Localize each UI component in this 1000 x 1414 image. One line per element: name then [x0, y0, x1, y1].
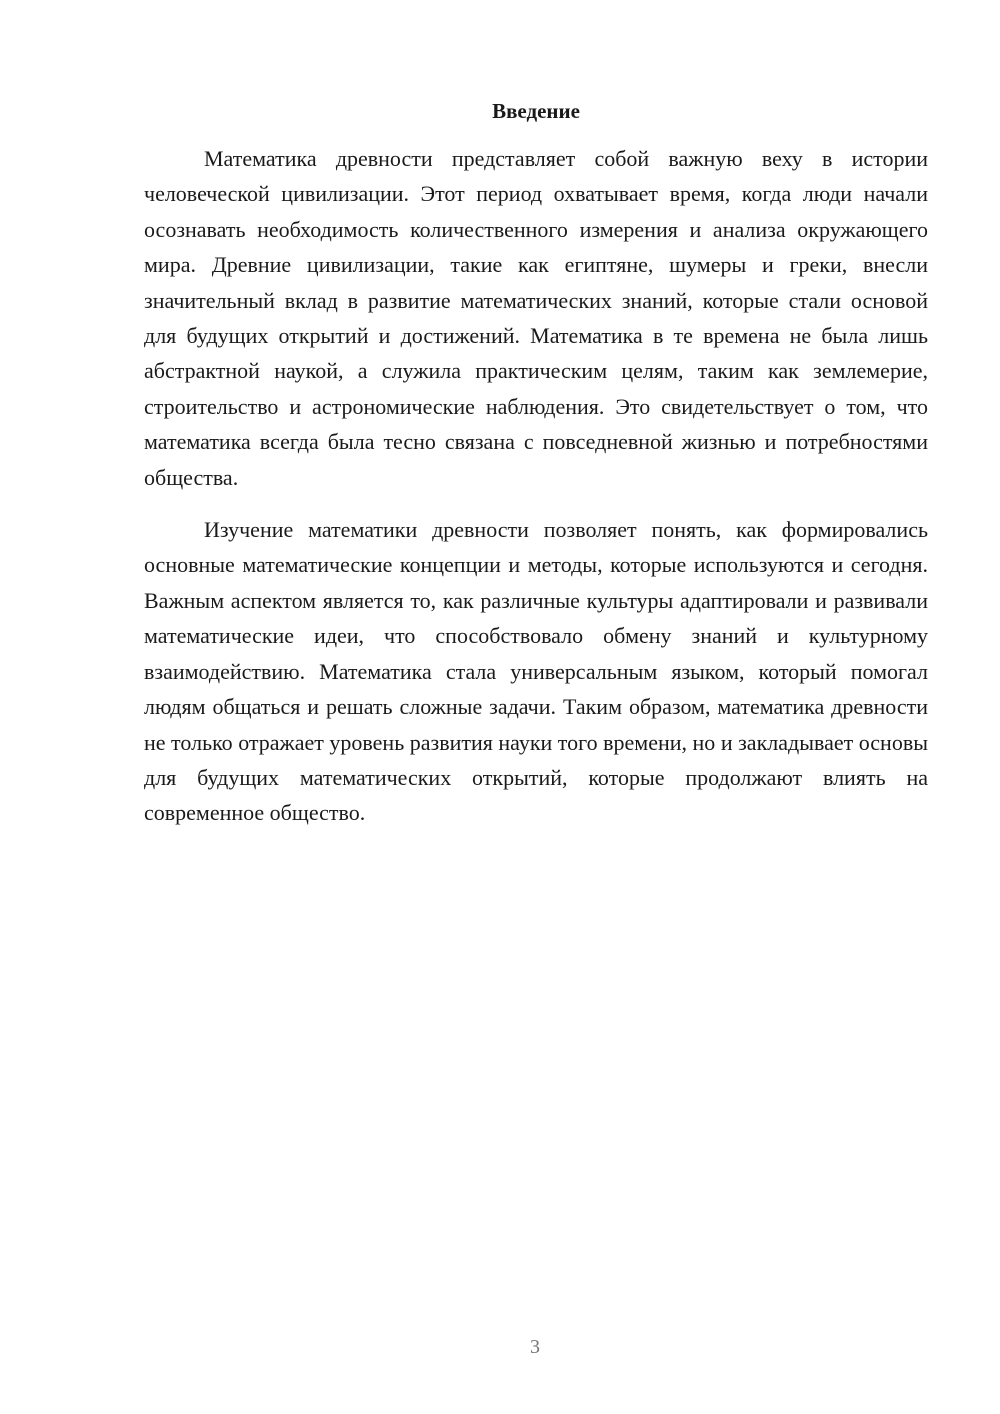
page-number: 3: [530, 1336, 540, 1358]
paragraph-2: Изучение математики древности позволяет понять, как формировались основные математические концепции и методы, которые используются и сегодня. Важным аспектом является то, как различные культуры адаптировали и развивали математические идеи, что способствовало обмену знаний и культурному взаимодействию. Математика стала универсальным языком, который помогал людям общаться и решать сложные задачи. Таким образом, математика древности не только отражает уровень развития науки того времени, но и закладывает основы для будущих математических открытий, которые продолжают влиять на современное общество.: [144, 517, 928, 826]
section-heading: Введение: [492, 99, 580, 123]
paragraph-1: Математика древности представляет собой важную веху в истории человеческой цивилизации. Этот период охватывает время, когда люди начали осознавать необходимость количественного измерения и анализа окружающего мира. Древние цивилизации, такие как египтяне, шумеры и греки, внесли значительный вклад в развитие математических знаний, которые стали основой для будущих открытий и достижений. Математика в те времена не была лишь абстрактной наукой, а служила практическим целям, таким как землемерие, строительство и астрономические наблюдения. Это свидетельствует о том, что математика всегда была тесно связана с повседневной жизнью и потребностями общества.: [144, 146, 928, 490]
page-content: [144, 94, 928, 831]
